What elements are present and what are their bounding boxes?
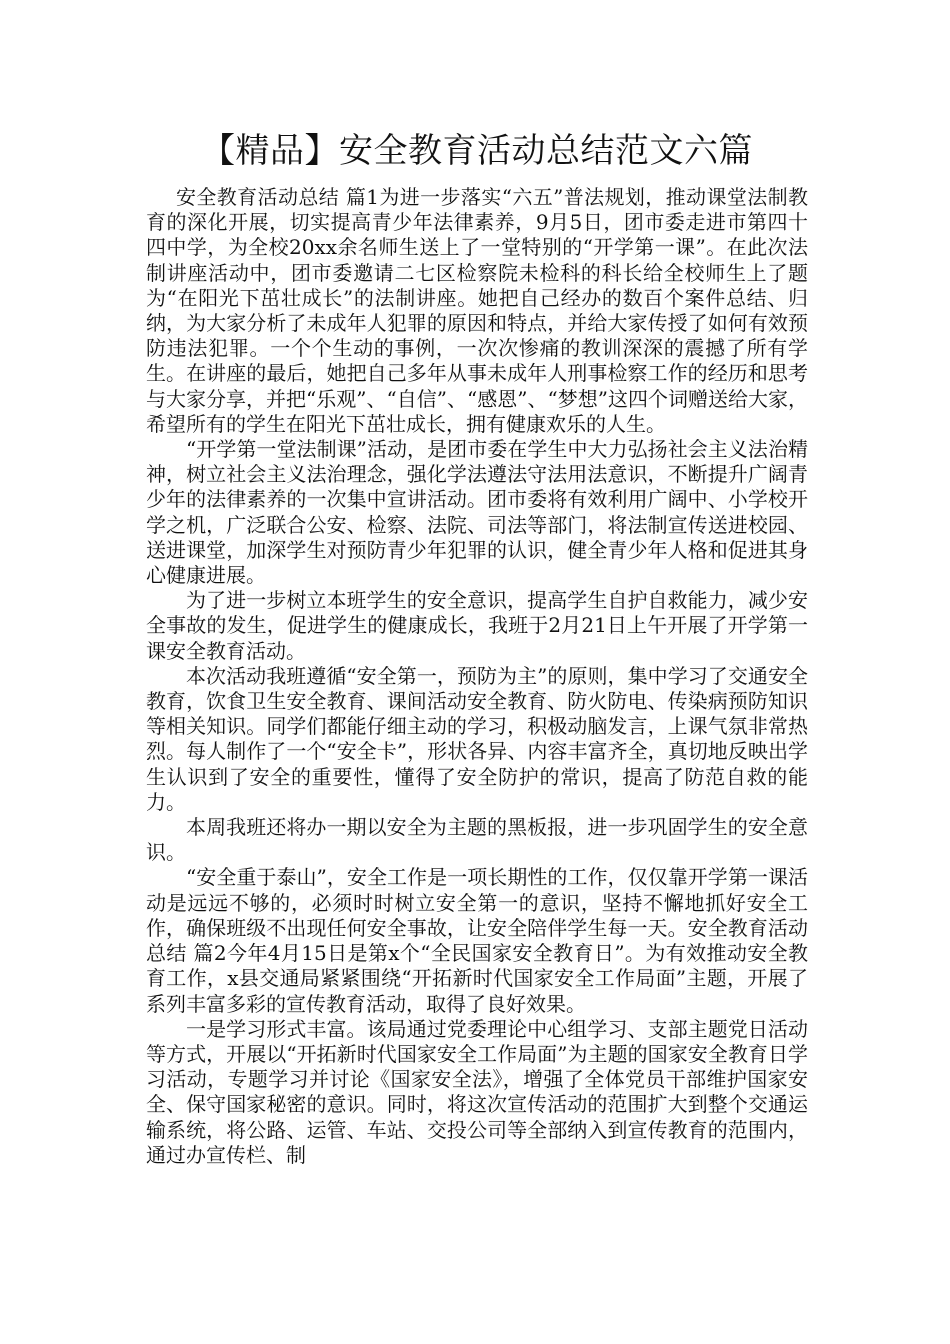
document-body xyxy=(146,185,808,1168)
paragraph-5: 本周我班还将办一期以安全为主题的黑板报，进一步巩固学生的安全意识。 xyxy=(146,815,808,865)
paragraph-3: 为了进一步树立本班学生的安全意识，提高学生自护自救能力，减少安全事故的发生，促进学生的健康成长，我班于2月21日上午开展了开学第一课安全教育活动。 xyxy=(146,588,808,663)
paragraph-7: 一是学习形式丰富。该局通过党委理论中心组学习、支部主题党日活动等方式，开展以“开拓新时代国家安全工作局面”为主题的国家安全教育日学习活动，专题学习并讨论《国家安全法》，增强了全体党员干部维护国家安全、保守国家秘密的意识。同时，将这次宣传活动的范围扩大到整个交通运输系统，将公路、运管、车站、交投公司等全部纳入到宣传教育的范围内，通过办宣传栏、制 xyxy=(146,1016,808,1167)
document-title: 【精品】安全教育活动总结范文六篇 xyxy=(201,131,753,171)
paragraph-2: “开学第一堂法制课”活动，是团市委在学生中大力弘扬社会主义法治精神，树立社会主义法治理念，强化学法遵法守法用法意识，不断提升广阔青少年的法律素养的一次集中宣讲活动。团市委将有效利用广阔中、小学校开学之机，广泛联合公安、检察、法院、司法等部门，将法制宣传送进校园、送进课堂，加深学生对预防青少年犯罪的认识，健全青少年人格和促进其身心健康进展。 xyxy=(146,437,808,588)
paragraph-6: “安全重于泰山”，安全工作是一项长期性的工作，仅仅靠开学第一课活动是远远不够的，必须时时树立安全第一的意识，坚持不懈地抓好安全工作，确保班级不出现任何安全事故，让安全陪伴学生每一天。安全教育活动总结 篇2今年4月15日是第x个“全民国家安全教育日”。为有效推动安全教育工作，x县交通局紧紧围绕“开拓新时代国家安全工作局面”主题，开展了系列丰富多彩的宣传教育活动，取得了良好效果。 xyxy=(146,865,808,1016)
paragraph-1: 安全教育活动总结 篇1为进一步落实“六五”普法规划，推动课堂法制教育的深化开展，切实提高青少年法律素养，9月5日，团市委走进市第四十四中学，为全校20xx余名师生送上了一堂特别的“开学第一课”。在此次法制讲座活动中，团市委邀请二七区检察院未检科的科长给全校师生上了题为“在阳光下茁壮成长”的法制讲座。她把自己经办的数百个案件总结、归纳，为大家分析了未成年人犯罪的原因和特点，并给大家传授了如何有效预防违法犯罪。一个个生动的事例，一次次惨痛的教训深深的震撼了所有学生。在讲座的最后，她把自己多年从事未成年人刑事检察工作的经历和思考与大家分享，并把“乐观”、“自信”、“感恩”、“梦想”这四个词赠送给大家，希望所有的学生在阳光下茁壮成长，拥有健康欢乐的人生。 xyxy=(146,185,808,436)
paragraph-4: 本次活动我班遵循“安全第一，预防为主”的原则，集中学习了交通安全教育，饮食卫生安全教育、课间活动安全教育、防火防电、传染病预防知识等相关知识。同学们都能仔细主动的学习，积极动脑发言，上课气氛非常热烈。每人制作了一个“安全卡”，形状各异、内容丰富齐全，真切地反映出学生认识到了安全的重要性，懂得了安全防护的常识，提高了防范自救的能力。 xyxy=(146,663,808,814)
